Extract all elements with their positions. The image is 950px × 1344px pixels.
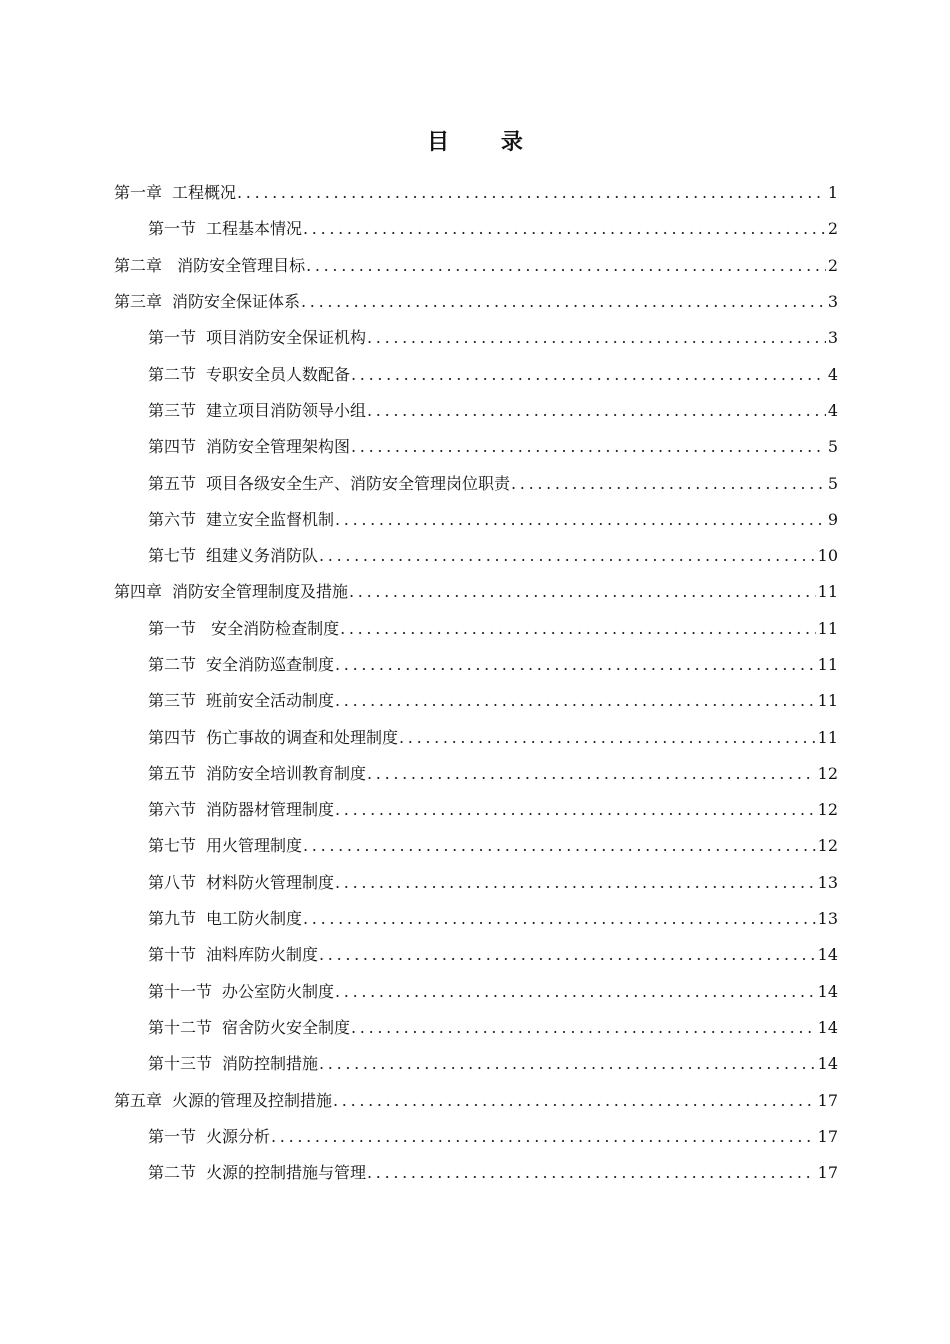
toc-entry-label [148, 691, 334, 711]
toc-entry-number: 第四章 [114, 582, 163, 602]
toc-entry-number: 第七节 [148, 836, 197, 856]
toc-entry-number: 第二节 [148, 655, 197, 674]
toc-entry-number: 第五节 [148, 763, 197, 783]
toc-page-number: 2 [827, 255, 838, 275]
toc-entry-text: 火源分析 [206, 1126, 271, 1146]
toc-page-number: 11 [817, 618, 838, 638]
toc-entry-label [148, 982, 334, 1002]
toc-page-number: 3 [827, 292, 838, 312]
toc-dot-leader [351, 437, 826, 457]
toc-entry-text: 组建义务消防队 [206, 546, 319, 566]
toc-entry-text: 班前安全活动制度 [206, 691, 335, 711]
toc-entry-text: 消防安全培训教育制度 [206, 763, 367, 783]
toc-entry-label [148, 328, 366, 348]
toc-entry-label [148, 1127, 270, 1147]
toc-entry-text: 专职安全员人数配备 [206, 364, 351, 384]
toc-page-number: 5 [827, 437, 838, 457]
toc-entry-number: 第三节 [148, 400, 197, 420]
toc-entry-number: 第一节 [148, 219, 197, 239]
toc-entry-number: 第六节 [148, 509, 197, 529]
toc-entry-number: 第十一节 [148, 981, 213, 1001]
toc-page-number: 14 [817, 1017, 838, 1037]
toc-entry-text: 消防安全保证体系 [172, 292, 301, 312]
toc-dot-leader [367, 328, 826, 348]
toc-section-entry[interactable] [114, 502, 838, 538]
toc-entry-text: 消防安全管理制度及措施 [172, 582, 349, 602]
toc-entry-text: 办公室防火制度 [222, 981, 335, 1001]
toc-page-number: 9 [827, 509, 838, 529]
toc-entry-label [148, 800, 334, 820]
toc-chapter-entry[interactable] [114, 284, 838, 320]
toc-entry-number: 第七节 [148, 546, 197, 566]
toc-section-entry[interactable] [114, 1010, 838, 1046]
toc-page-number: 17 [817, 1090, 838, 1110]
toc-page-number: 13 [817, 909, 838, 929]
toc-dot-leader [351, 365, 826, 385]
toc-page-number: 14 [817, 981, 838, 1001]
toc-section-entry[interactable] [114, 1155, 838, 1191]
toc-page-number: 12 [817, 836, 838, 856]
toc-entry-label [114, 256, 305, 276]
toc-page-number: 11 [817, 727, 838, 747]
toc-entry-number: 第六节 [148, 800, 197, 820]
toc-entry-label [114, 292, 300, 312]
toc-dot-leader [303, 909, 816, 929]
toc-entry-label [148, 219, 302, 239]
toc-section-entry[interactable] [114, 611, 838, 647]
toc-section-entry[interactable] [114, 538, 838, 574]
toc-entry-number: 第十三节 [148, 1054, 213, 1074]
toc-page-number: 10 [817, 546, 838, 566]
toc-section-entry[interactable] [114, 429, 838, 465]
toc-entry-text: 伤亡事故的调查和处理制度 [206, 727, 399, 747]
toc-dot-leader [306, 256, 826, 276]
toc-dot-leader [319, 546, 816, 566]
toc-entry-label [148, 510, 334, 530]
toc-section-entry[interactable] [114, 865, 838, 901]
toc-section-entry[interactable] [114, 320, 838, 356]
toc-page-number: 4 [827, 364, 838, 384]
toc-dot-leader [237, 183, 826, 203]
toc-dot-leader [399, 728, 816, 748]
toc-entry-label [114, 582, 348, 602]
toc-entry-text: 工程基本情况 [206, 219, 303, 239]
toc-page-number: 12 [817, 763, 838, 783]
toc-entry-text: 建立项目消防领导小组 [206, 400, 367, 420]
toc-dot-leader [271, 1127, 816, 1147]
toc-page-number: 14 [817, 1054, 838, 1074]
toc-page-number: 1 [827, 183, 838, 203]
toc-page-number: 2 [827, 219, 838, 239]
toc-title: 目 录 [427, 129, 545, 155]
toc-entry-label [148, 1054, 318, 1074]
toc-entry-number: 第一节 [148, 618, 197, 638]
toc-page-number: 13 [817, 872, 838, 892]
toc-entry-number: 第二章 [114, 255, 163, 275]
toc-section-entry[interactable] [114, 937, 838, 973]
toc-entry-label [148, 836, 302, 856]
toc-entry-label [148, 1018, 350, 1038]
toc-entry-number: 第八节 [148, 872, 197, 892]
toc-page-number: 3 [827, 328, 838, 348]
toc-entry-label [148, 546, 318, 566]
toc-dot-leader [367, 401, 826, 421]
toc-dot-leader [335, 982, 816, 1002]
toc-dot-leader [335, 691, 816, 711]
toc-entry-label [148, 764, 366, 784]
toc-dot-leader [340, 619, 816, 639]
toc-entry-label [148, 365, 350, 385]
toc-entry-label [148, 474, 510, 494]
toc-entry-text: 消防安全管理目标 [172, 255, 306, 275]
toc-entry-text: 安全消防巡查制度 [206, 655, 335, 674]
toc-page-number: 14 [817, 945, 838, 965]
toc-entry-label [148, 873, 334, 893]
toc-dot-leader [349, 582, 816, 602]
toc-entry-number: 第一节 [148, 1126, 197, 1146]
toc-dot-leader [319, 1054, 816, 1074]
toc-entry-text: 油料库防火制度 [206, 945, 319, 965]
toc-chapter-entry[interactable] [114, 248, 838, 284]
toc-entry-number: 第二节 [148, 364, 197, 384]
toc-entry-number: 第四节 [148, 437, 197, 457]
toc-dot-leader [301, 292, 826, 312]
toc-dot-leader [351, 1018, 816, 1038]
toc-entry-label [148, 401, 366, 421]
toc-section-entry[interactable] [114, 1046, 838, 1082]
toc-dot-leader [367, 764, 816, 784]
toc-page-number: 11 [817, 582, 838, 602]
toc-section-entry[interactable] [114, 1119, 838, 1155]
toc-dot-leader [319, 945, 816, 965]
toc-entry-text: 消防安全管理架构图 [206, 437, 351, 457]
toc-entry-number: 第一节 [148, 328, 197, 348]
toc-dot-leader [335, 800, 816, 820]
toc-dot-leader [511, 474, 826, 494]
toc-section-entry[interactable] [114, 719, 838, 755]
toc-section-entry[interactable] [114, 792, 838, 828]
toc-list [114, 175, 838, 1191]
toc-entry-label [148, 619, 339, 639]
toc-entry-number: 第九节 [148, 909, 197, 929]
toc-section-entry[interactable] [114, 756, 838, 792]
toc-entry-text: 项目各级安全生产、消防安全管理岗位职责 [206, 473, 511, 493]
toc-dot-leader [335, 873, 816, 893]
toc-entry-label [114, 1091, 332, 1111]
toc-dot-leader [335, 510, 826, 530]
toc-entry-label [148, 655, 334, 675]
toc-entry-text: 电工防火制度 [206, 909, 303, 929]
toc-entry-text: 用火管理制度 [206, 836, 303, 856]
toc-entry-number: 第五章 [114, 1090, 163, 1110]
toc-dot-leader [303, 836, 816, 856]
toc-entry-number: 第三章 [114, 292, 163, 312]
toc-entry-text: 建立安全监督机制 [206, 509, 335, 529]
toc-section-entry[interactable] [114, 901, 838, 937]
toc-dot-leader [367, 1163, 816, 1183]
toc-entry-number: 第三节 [148, 691, 197, 711]
toc-entry-number: 第一章 [114, 183, 163, 203]
toc-entry-label [114, 183, 236, 203]
toc-entry-text: 消防控制措施 [222, 1054, 319, 1074]
toc-section-entry[interactable] [114, 211, 838, 247]
toc-page-number: 17 [817, 1163, 838, 1183]
toc-page-number: 5 [827, 473, 838, 493]
toc-chapter-entry[interactable] [114, 1082, 838, 1118]
toc-section-entry[interactable] [114, 974, 838, 1010]
toc-entry-number: 第二节 [148, 1163, 197, 1183]
toc-section-entry[interactable] [114, 683, 838, 719]
toc-entry-text: 材料防火管理制度 [206, 872, 335, 892]
toc-entry-label [148, 945, 318, 965]
toc-entry-label [148, 728, 398, 748]
toc-page-number: 11 [817, 655, 838, 674]
toc-entry-text: 项目消防安全保证机构 [206, 328, 367, 348]
toc-section-entry[interactable] [114, 828, 838, 864]
toc-dot-leader [333, 1091, 816, 1111]
toc-entry-text: 宿舍防火安全制度 [222, 1017, 351, 1037]
toc-entry-text: 工程概况 [172, 183, 237, 203]
toc-dot-leader [303, 219, 826, 239]
toc-entry-number: 第四节 [148, 727, 197, 747]
toc-entry-label [148, 909, 302, 929]
toc-chapter-entry[interactable] [114, 574, 838, 610]
toc-entry-text: 火源的管理及控制措施 [172, 1090, 333, 1110]
toc-entry-text: 安全消防检查制度 [206, 618, 340, 638]
toc-entry-label [148, 437, 350, 457]
toc-chapter-entry[interactable] [114, 175, 838, 211]
toc-entry-number: 第五节 [148, 473, 197, 493]
toc-page-number: 11 [817, 691, 838, 711]
toc-section-entry[interactable] [114, 393, 838, 429]
toc-entry-text: 消防器材管理制度 [206, 800, 335, 820]
toc-page-number: 17 [817, 1126, 838, 1146]
toc-dot-leader [335, 655, 816, 675]
toc-section-entry[interactable] [114, 356, 838, 392]
toc-section-entry[interactable] [114, 647, 838, 683]
toc-page-number: 12 [817, 800, 838, 820]
toc-page-number: 4 [827, 400, 838, 420]
toc-entry-text: 火源的控制措施与管理 [206, 1163, 367, 1183]
toc-entry-number: 第十二节 [148, 1017, 213, 1037]
toc-section-entry[interactable] [114, 465, 838, 501]
toc-entry-number: 第十节 [148, 945, 197, 965]
toc-entry-label [148, 1163, 366, 1183]
